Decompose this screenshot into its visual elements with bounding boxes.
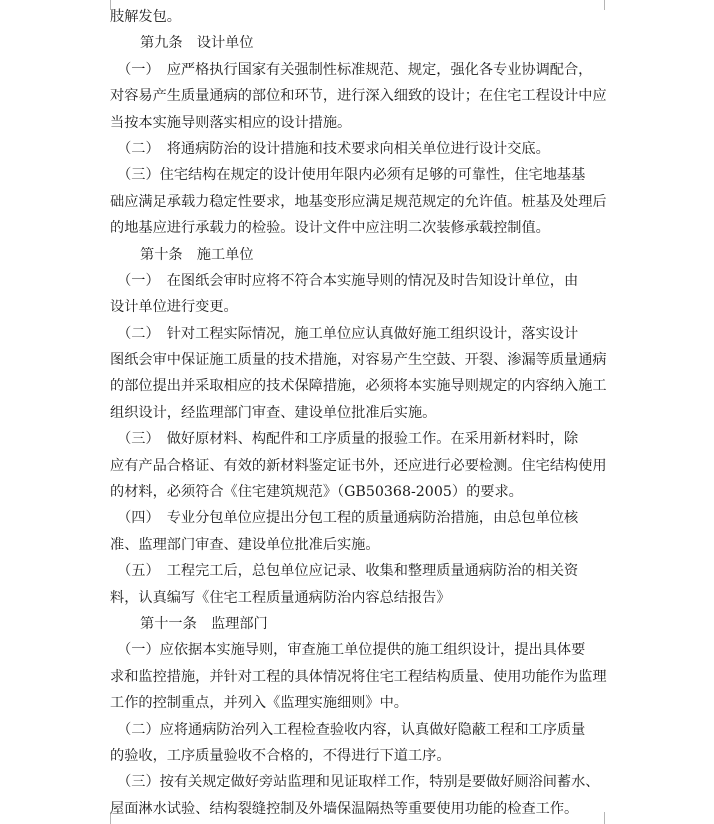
section-heading: 第十条 施工单位 [140,246,254,263]
paragraph-line: （三） 做好原材料、构配件和工序质量的报验工作。在采用新材料时，除 [110,431,579,448]
paragraph-line: 的验收，工序质量验收不合格的，不得进行下道工序。 [110,747,451,764]
paragraph-line: 组织设计，经监理部门审查、建设单位批准后实施。 [110,404,437,421]
paragraph-line: 础应满足承载力稳定性要求，地基变形应满足规范规定的允许值。桩基及处理后 [110,193,607,210]
paragraph-line: 的材料，必须符合《住宅建筑规范》（GB50368-2005）的要求。 [110,484,523,501]
paragraph-line: （一） 在图纸会审时应将不符合本实施导则的情况及时告知设计单位，由 [110,272,579,289]
paragraph-line: 屋面淋水试验、结构裂缝控制及外墙保温隔热等重要使用功能的检查工作。 [110,800,579,817]
paragraph-line: 肢解发包。 [110,9,181,25]
paragraph-line: （三）按有关规定做好旁站监理和见证取样工作，特别是要做好厕浴间蓄水、 [110,774,600,791]
paragraph-line: 对容易产生质量通病的部位和环节，进行深入细致的设计；在住宅工程设计中应 [110,88,607,105]
paragraph-line: 当按本实施导则落实相应的设计措施。 [110,114,352,131]
paragraph-line: （一） 应严格执行国家有关强制性标准规范、规定，强化各专业协调配合， [110,61,593,78]
section-heading: 第十一条 监理部门 [140,615,268,632]
paragraph-line: 图纸会审中保证施工质量的技术措施，对容易产生空鼓、开裂、渗漏等质量通病 [110,352,607,369]
paragraph-line: 的部位提出并采取相应的技术保障措施，必须将本实施导则规定的内容纳入施工 [110,378,607,395]
document-body [110,4,610,822]
paragraph-line: 工作的控制重点，并列入《监理实施细则》中。 [110,695,408,712]
paragraph-line: （一）应依据本实施导则，审查施工单位提供的施工组织设计，提出具体要 [110,642,586,659]
paragraph-line: （三）住宅结构在规定的设计使用年限内必须有足够的可靠性，住宅地基基 [110,167,586,184]
section-heading: 第九条 设计单位 [140,35,254,52]
crop-mark-top-left [96,0,111,10]
paragraph-line: （二） 将通病防治的设计措施和技术要求向相关单位进行设计交底。 [110,140,550,157]
paragraph-line: 应有产品合格证、有效的新材料鉴定证书外，还应进行必要检测。住宅结构使用 [110,457,607,474]
paragraph-line: 料，认真编写《住宅工程质量通病防治内容总结报告》 [110,589,451,606]
paragraph-line: （五） 工程完工后，总包单位应记录、收集和整理质量通病防治的相关资 [110,563,579,580]
paragraph-line: 设计单位进行变更。 [110,299,238,316]
paragraph-line: （四） 专业分包单位应提出分包工程的质量通病防治措施，由总包单位核 [110,510,579,527]
crop-mark-bottom-left [96,812,111,824]
paragraph-line: 准、监理部门审查、建设单位批准后实施。 [110,536,380,553]
paragraph-line: （二）应将通病防治列入工程检查验收内容，认真做好隐蔽工程和工序质量 [110,721,586,738]
paragraph-line: 的地基应进行承载力的检验。设计文件中应注明二次装修承载控制值。 [110,220,550,237]
paragraph-line: （二） 针对工程实际情况，施工单位应认真做好施工组织设计，落实设计 [110,325,579,342]
paragraph-line: 求和监控措施，并针对工程的具体情况将住宅工程结构质量、使用功能作为监理 [110,668,607,685]
